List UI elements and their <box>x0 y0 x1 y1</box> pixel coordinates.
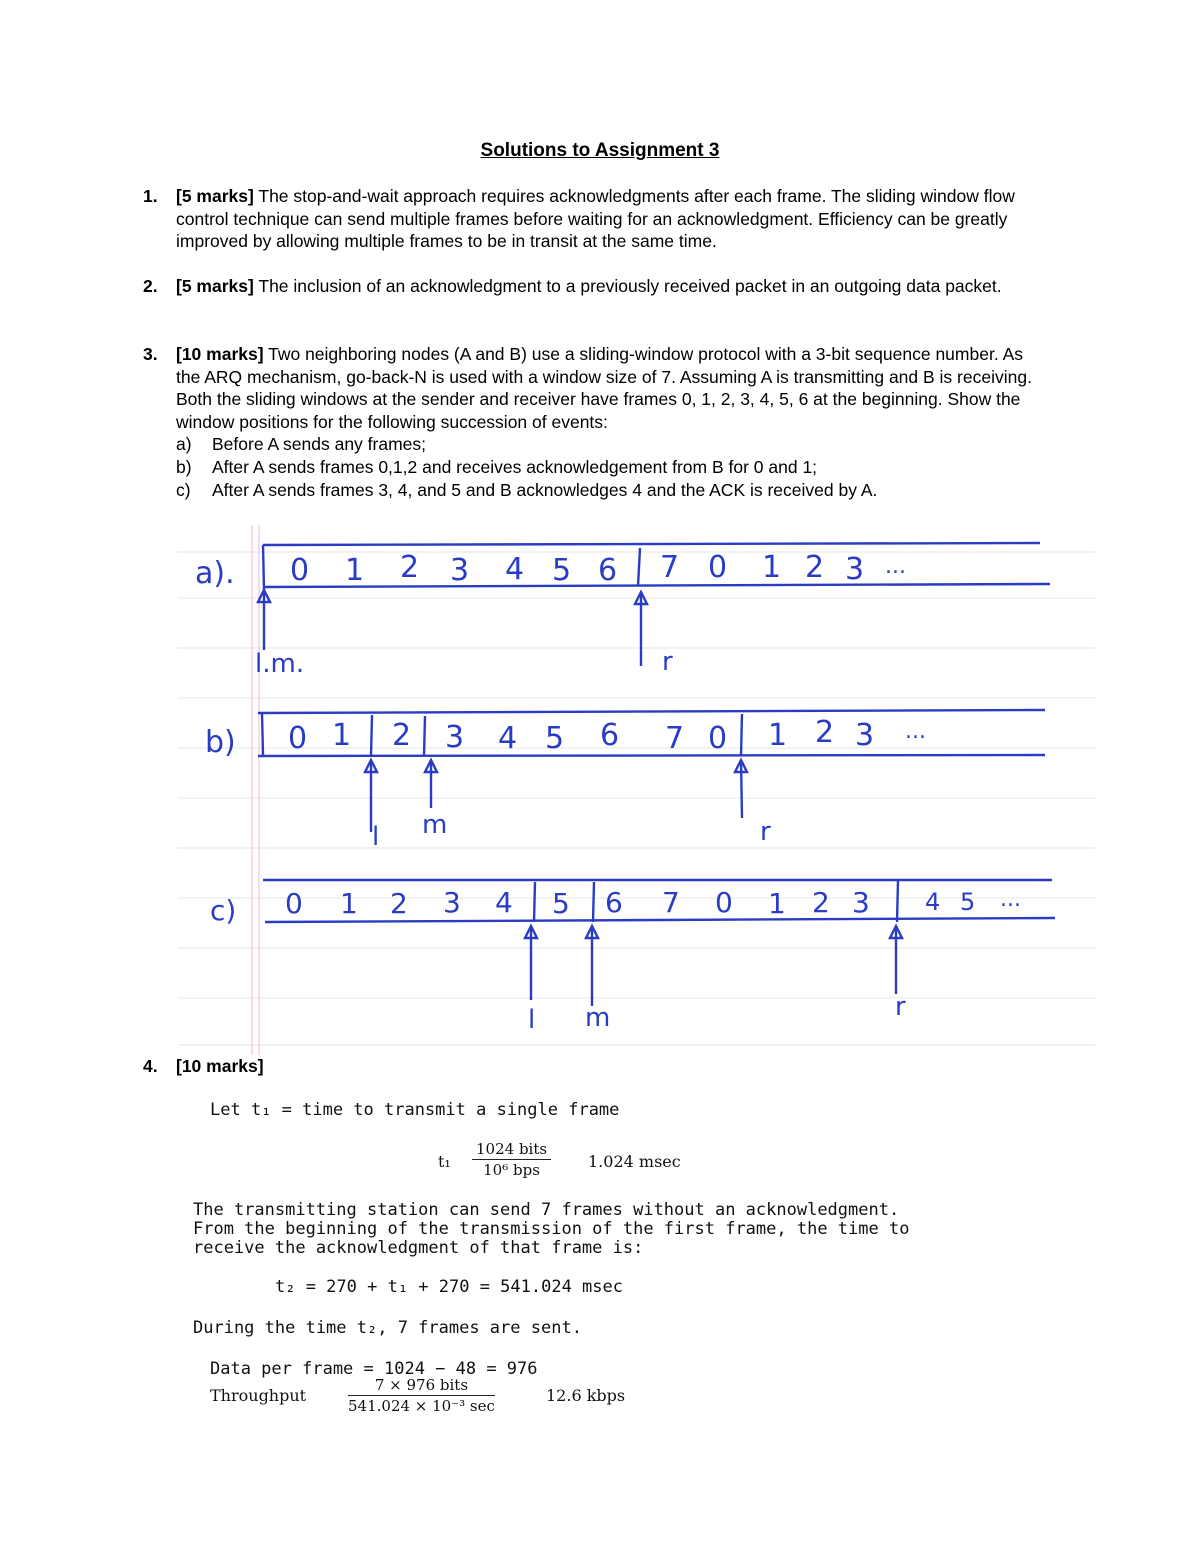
sub-text: Before A sends any frames; <box>212 434 427 455</box>
seq-number: 5 <box>545 721 565 756</box>
seq-number: 6 <box>600 718 620 753</box>
seq-number: 1 <box>332 718 352 753</box>
row-b-labels <box>205 715 926 852</box>
question-number: 2. <box>143 276 158 296</box>
seq-number: 7 <box>665 721 685 756</box>
seq-number: 1 <box>345 553 365 588</box>
seq-number: 6 <box>598 553 618 588</box>
seq-ellipsis: ... <box>905 719 926 744</box>
data-per-frame: Data per frame = 1024 − 48 = 976 <box>210 1359 538 1379</box>
seq-number: 5 <box>552 887 570 920</box>
seq-number: 3 <box>445 720 465 755</box>
seq-number: 3 <box>845 552 865 587</box>
marks-label: [10 marks] <box>176 1056 264 1076</box>
question-text: Two neighboring nodes (A and B) use a sliding-window protocol with a 3-bit sequence number. As the ARQ mechanism, go-back-N is used with a window size of 7. Assuming A is transmitting and B is receiving. Both the sliding windows at the sender and receiver have frames 0, 1, 2, 3, 4, 5, 6 at the beginning. Show the window positions for the following succession of events: <box>176 344 1032 432</box>
question-4 <box>143 1055 1043 1078</box>
paragraph-line: From the beginning of the transmission of the first frame, the time to <box>193 1219 910 1239</box>
pointer-label: r <box>760 817 771 847</box>
seq-number: 4 <box>505 552 525 587</box>
sub-text: After A sends frames 0,1,2 and receives acknowledgement from B for 0 and 1; <box>212 456 818 477</box>
seq-number: 5 <box>960 888 976 916</box>
fraction-numerator: 1024 bits <box>472 1140 551 1160</box>
throughput-result: 12.6 kbps <box>546 1386 626 1405</box>
seq-number: 0 <box>285 887 303 920</box>
seq-number: 6 <box>605 886 623 919</box>
seq-number: 1 <box>340 887 358 920</box>
seq-number: 1 <box>762 550 782 585</box>
t2-equation: t₂ = 270 + t₁ + 270 = 541.024 msec <box>275 1277 623 1297</box>
seq-number: 0 <box>715 886 733 919</box>
seq-number: 4 <box>498 721 518 756</box>
seq-number: 5 <box>552 553 572 588</box>
sub-label: a) <box>176 434 192 455</box>
sub-label: c) <box>176 479 191 500</box>
sub-text: After A sends frames 3, 4, and 5 and B acknowledges 4 and the ACK is received by A. <box>212 479 878 500</box>
seq-number: 0 <box>288 721 308 756</box>
seq-number: 2 <box>400 550 420 585</box>
throughput-label: Throughput <box>210 1386 307 1405</box>
seq-number: 4 <box>495 886 513 919</box>
marks-label: [10 marks] <box>176 344 264 364</box>
t1-result: 1.024 msec <box>588 1152 681 1171</box>
seq-number: 3 <box>855 718 875 753</box>
row-c-labels <box>210 886 1021 1035</box>
row-label: a). <box>195 556 235 591</box>
seq-number: 0 <box>290 553 310 588</box>
fraction-denominator: 541.024 × 10⁻³ sec <box>348 1397 495 1415</box>
row-a-labels <box>195 550 906 679</box>
seq-number: 7 <box>660 550 680 585</box>
paragraph-line: The transmitting station can send 7 frames without an acknowledgment. <box>193 1200 900 1220</box>
pointer-label: r <box>662 647 673 677</box>
throughput-fraction <box>348 1376 495 1415</box>
seq-number: 1 <box>768 718 788 753</box>
q4-paragraph <box>193 1201 909 1258</box>
pointer-label: l <box>372 822 380 852</box>
pointer-label: m <box>422 810 448 840</box>
question-number: 1. <box>143 186 158 206</box>
paragraph-line: receive the acknowledgment of that frame is: <box>193 1238 644 1258</box>
marks-label: [5 marks] <box>176 276 254 296</box>
let-line: Let t₁ = time to transmit a single frame <box>210 1100 620 1120</box>
pointer-label: m <box>585 1003 611 1033</box>
sub-label: b) <box>176 456 192 477</box>
seq-number: 3 <box>450 553 470 588</box>
seq-number: 2 <box>815 715 835 750</box>
seq-number: 1 <box>768 887 786 920</box>
fraction-denominator: 10⁶ bps <box>483 1161 540 1179</box>
seq-number: 4 <box>925 888 941 916</box>
seq-number: 2 <box>390 887 408 920</box>
page-title: Solutions to Assignment 3 <box>480 140 720 161</box>
during-line: During the time t₂, 7 frames are sent. <box>193 1318 582 1338</box>
row-label: b) <box>205 725 236 760</box>
question-number: 3. <box>143 344 158 364</box>
seq-number: 3 <box>852 886 870 919</box>
marks-label: [5 marks] <box>176 186 254 206</box>
row-b-window <box>258 710 1045 832</box>
seq-number: 7 <box>662 886 680 919</box>
row-label: c) <box>210 894 237 927</box>
seq-number: 0 <box>708 721 728 756</box>
question-number: 4. <box>143 1056 158 1076</box>
seq-number: 0 <box>708 550 728 585</box>
pointer-label: r <box>895 992 906 1022</box>
seq-number: 2 <box>805 550 825 585</box>
t1-variable: t₁ <box>438 1152 451 1171</box>
seq-number: 3 <box>443 886 461 919</box>
fraction-numerator: 7 × 976 bits <box>348 1376 495 1396</box>
pointer-label: l.m. <box>255 649 305 679</box>
answer-text: The stop-and-wait approach requires acknowledgments after each frame. The sliding window flow control technique can send multiple frames before waiting for an acknowledgment. Efficiency can be greatly improved by allowing multiple frames to be in transit at the same time. <box>176 186 1015 252</box>
seq-ellipsis: ... <box>1000 887 1021 912</box>
paper-ruling <box>178 552 1095 1045</box>
margin-lines <box>252 525 259 1055</box>
answer-text: The inclusion of an acknowledgment to a previously received packet in an outgoing data packet. <box>258 276 1002 296</box>
seq-number: 2 <box>392 718 412 753</box>
seq-number: 2 <box>812 886 830 919</box>
pointer-label: l <box>528 1005 536 1035</box>
seq-ellipsis: ... <box>885 554 906 579</box>
t1-fraction <box>472 1140 551 1179</box>
